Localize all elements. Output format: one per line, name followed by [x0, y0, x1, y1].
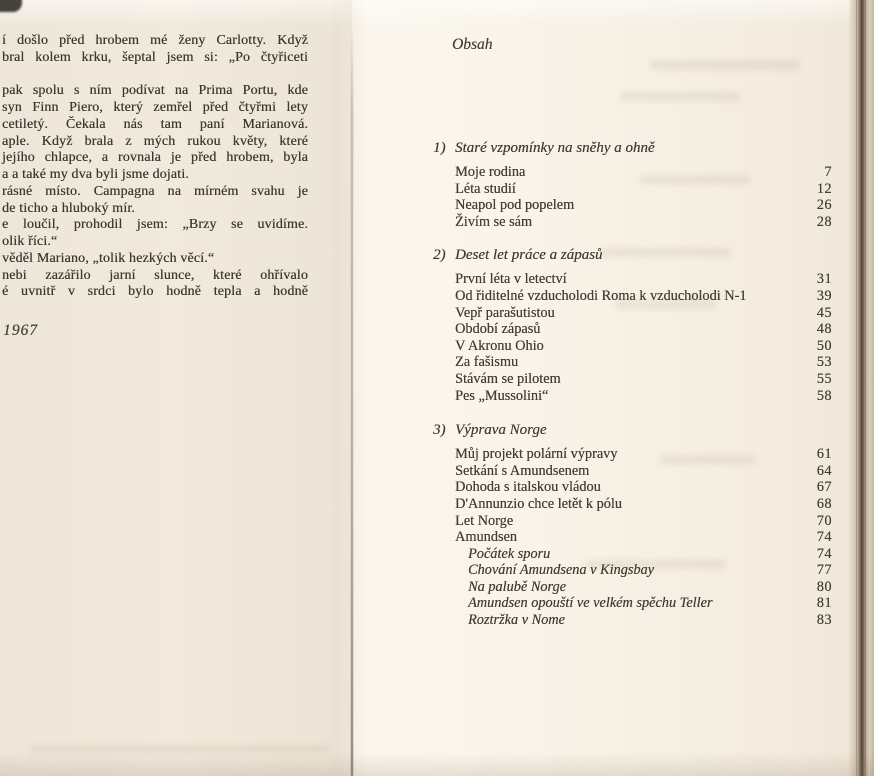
- entry-page-number: 26: [816, 197, 832, 214]
- entry-page-number: 58: [816, 387, 832, 404]
- entry-page-number: 81: [816, 595, 832, 612]
- toc-heading: Obsah: [452, 36, 493, 53]
- gutter-shadow: [330, 0, 352, 776]
- scan-top-light: [0, 0, 874, 26]
- left-text-line: bral kolem krku, šeptal jsem si: „Po čtyřiceti: [2, 49, 308, 65]
- section-heading: [433, 245, 833, 265]
- section-number: 2): [433, 247, 446, 264]
- left-text-line: aple. Když brala z mých rukou květy, které: [2, 133, 308, 149]
- left-text-line: cetiletý. Čekala nás tam paní Marianová.: [2, 116, 308, 132]
- toc-subentry: [455, 562, 832, 579]
- entry-page-number: 12: [816, 180, 832, 197]
- toc-entry: [455, 354, 832, 371]
- toc-section: [433, 245, 833, 404]
- toc-entry: [455, 288, 832, 305]
- entry-label: Za fašismu: [455, 354, 519, 371]
- left-text-line: olik říci.“: [2, 234, 58, 249]
- entry-page-number: 45: [816, 304, 832, 321]
- entry-label: Můj projekt polární výpravy: [455, 446, 618, 463]
- toc-entry: [455, 371, 832, 388]
- bleed-through-mark: [30, 745, 330, 753]
- entry-list: [455, 271, 832, 404]
- entry-label: Stávám se pilotem: [455, 370, 561, 387]
- entry-label: Let Norge: [455, 512, 514, 529]
- entry-label: Amundsen opouští ve velkém spěchu Teller: [468, 595, 713, 612]
- entry-page-number: 70: [816, 512, 832, 529]
- entry-page-number: 77: [816, 562, 832, 579]
- left-text-line: e loučil, prohodil jsem: „Brzy se uvidíme.: [2, 217, 308, 233]
- left-text-line: rásné místo. Campagna na mírném svahu je: [2, 183, 308, 199]
- entry-page-number: 83: [816, 612, 832, 629]
- toc-entry: [455, 513, 832, 530]
- entry-label: V Akronu Ohio: [455, 337, 544, 354]
- section-heading: [433, 420, 833, 440]
- year-note: 1967: [3, 322, 38, 339]
- left-text-line: é uvnitř v srdci bylo hodně tepla a hodně: [2, 284, 308, 300]
- entry-page-number: 67: [816, 479, 832, 496]
- entry-label: Roztržka v Nome: [468, 612, 565, 629]
- entry-page-number: 74: [816, 529, 832, 546]
- section-heading: [433, 138, 833, 158]
- entry-label: Chování Amundsena v Kingsbay: [468, 562, 654, 579]
- entry-page-number: 64: [816, 462, 832, 479]
- toc-subentry: [455, 546, 832, 563]
- entry-label: První léta v letectví: [455, 271, 567, 288]
- entry-label: Setkání s Amundsenem: [455, 462, 590, 479]
- entry-label: Pes „Mussolini“: [455, 387, 549, 404]
- entry-page-number: 28: [816, 213, 832, 230]
- toc-subentry: [455, 612, 832, 629]
- toc-entry: [455, 214, 832, 231]
- toc-entry: [455, 446, 832, 463]
- section-title: Výprava Norge: [455, 422, 547, 439]
- toc-subentry: [455, 579, 832, 596]
- left-text-line: de ticho a hluboký mír.: [2, 200, 135, 216]
- left-text-line: věděl Mariano, „tolik hezkých věcí.“: [2, 250, 215, 266]
- toc-entry: [455, 321, 832, 338]
- toc-section: [433, 138, 833, 230]
- left-page-lines: [2, 33, 308, 301]
- right-page-toc: [433, 36, 833, 629]
- entry-page-number: 31: [816, 271, 832, 288]
- entry-page-number: 50: [816, 337, 832, 354]
- entry-page-number: 80: [816, 578, 832, 595]
- page-edge-streak: [865, 0, 866, 776]
- toc-entry: [455, 388, 832, 405]
- entry-page-number: 48: [816, 321, 832, 338]
- section-number: 3): [433, 422, 446, 439]
- left-text-line: pak spolu s ním podívat na Prima Portu, kde: [2, 83, 308, 99]
- scan-bottom-shadow: [0, 752, 874, 776]
- entry-label: Živím se sám: [455, 213, 533, 230]
- toc-entry: [455, 463, 832, 480]
- left-text-line: nebi zazářilo jarní slunce, které ohřívalo: [2, 267, 308, 283]
- toc-entry: [455, 529, 832, 546]
- toc-entry: [455, 164, 832, 181]
- scan-corner-smudge: [0, 0, 22, 12]
- left-text-line: a a také my dva byli jsme dojati.: [2, 167, 189, 182]
- left-text-line: jejího chlapce, a rovnala je před hrobem, byla: [2, 150, 308, 166]
- toc-section: [433, 420, 833, 629]
- entry-page-number: 68: [816, 495, 832, 512]
- entry-label: D'Annunzio chce letět k pólu: [455, 495, 622, 512]
- entry-page-number: 53: [816, 354, 832, 371]
- entry-label: Od řiditelné vzducholodi Roma k vzducholodi N-1: [455, 287, 747, 304]
- entry-label: Amundsen: [455, 529, 517, 546]
- section-title: Staré vzpomínky na sněhy a ohně: [455, 140, 655, 156]
- entry-page-number: 74: [816, 545, 832, 562]
- toc-subentry: [455, 595, 832, 612]
- entry-label: Počátek sporu: [468, 545, 551, 562]
- entry-label: Neapol pod popelem: [455, 197, 575, 214]
- toc-entry: [455, 197, 832, 214]
- toc-entry: [455, 181, 832, 198]
- section-title: Deset let práce a zápasů: [455, 247, 603, 264]
- entry-list: [455, 446, 832, 629]
- entry-label: Vepř parašutistou: [455, 304, 555, 321]
- entry-page-number: 61: [816, 446, 832, 463]
- entry-label: Dohoda s italskou vládou: [455, 479, 601, 496]
- entry-label: Moje rodina: [455, 164, 526, 180]
- toc-sections: [433, 138, 833, 629]
- left-text-line: syn Finn Piero, který zemřel před čtyřmi lety: [2, 100, 308, 115]
- toc-entry: [455, 305, 832, 322]
- entry-label: Období zápasů: [455, 321, 541, 338]
- entry-page-number: 7: [824, 164, 832, 180]
- entry-page-number: 39: [816, 287, 832, 304]
- left-text-line: í došlo před hrobem mé ženy Carlotty. Když: [2, 33, 308, 48]
- entry-label: Na palubě Norge: [468, 578, 566, 595]
- section-number: 1): [433, 140, 446, 156]
- toc-entry: [455, 271, 832, 288]
- gutter-spine-line: [351, 26, 353, 776]
- page-edge-scan-border: [848, 0, 874, 776]
- entry-list: [455, 164, 832, 230]
- toc-entry: [455, 496, 832, 513]
- toc-entry: [455, 479, 832, 496]
- toc-entry: [455, 338, 832, 355]
- entry-label: Léta studií: [455, 180, 516, 197]
- page-edge-streak: [856, 0, 857, 776]
- entry-page-number: 55: [816, 370, 832, 387]
